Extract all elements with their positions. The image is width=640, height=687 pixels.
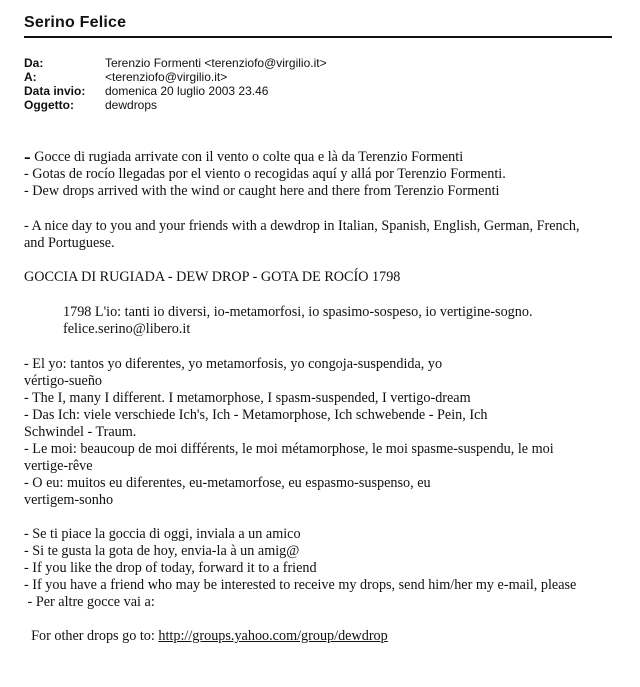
translation-line: - Das Ich: viele verschiede Ich's, Ich - Metamorphose, Ich schwebende - Pein, Ich bbox=[24, 407, 488, 423]
header-subject-row bbox=[24, 98, 157, 112]
intro-line-english: - Dew drops arrived with the wind or caught here and there from Terenzio Formenti bbox=[24, 183, 500, 199]
date-label: Data invio: bbox=[24, 84, 86, 98]
intro-dash: - bbox=[24, 146, 31, 168]
drop-title: GOCCIA DI RUGIADA - DEW DROP - GOTA DE ROCÍO 1798 bbox=[24, 269, 401, 285]
header-date-row bbox=[24, 84, 268, 98]
translation-line: vértigo-sueño bbox=[24, 373, 103, 389]
translation-line: vertige-rêve bbox=[24, 458, 93, 474]
from-value: Terenzio Formenti <terenziofo@virgilio.it> bbox=[105, 56, 327, 70]
other-drops-link[interactable]: http://groups.yahoo.com/group/dewdrop bbox=[158, 628, 388, 644]
greeting-line-2: and Portuguese. bbox=[24, 235, 115, 251]
intro-line-spanish: - Gotas de rocío llegadas por el viento o recogidas aquí y allá por Terenzio Formenti. bbox=[24, 166, 506, 182]
intro-text-italian: Gocce di rugiada arrivate con il vento o colte qua e là da Terenzio Formenti bbox=[30, 149, 464, 165]
greeting-line-1: - A nice day to you and your friends with a dewdrop in Italian, Spanish, English, German, French, bbox=[24, 218, 580, 234]
translation-line: - The I, many I different. I metamorphose, I spasm-suspended, I vertigo-dream bbox=[24, 390, 471, 406]
poem-line-1: 1798 L'io: tanti io diversi, io-metamorfosi, io spasimo-sospeso, io vertigine-sogno. bbox=[63, 304, 533, 320]
subject-label: Oggetto: bbox=[24, 98, 74, 112]
translation-line: - Le moi: beaucoup de moi différents, le moi métamorphose, le moi spasme-suspendu, le moi bbox=[24, 441, 554, 457]
title-divider bbox=[24, 36, 612, 38]
header-to-row bbox=[24, 70, 227, 84]
translation-line: Schwindel - Traum. bbox=[24, 424, 137, 440]
closing-line: - Si te gusta la gota de hoy, envia-la à un amig@ bbox=[24, 543, 300, 559]
to-value: <terenziofo@virgilio.it> bbox=[105, 70, 228, 84]
poem-author-email: felice.serino@libero.it bbox=[63, 321, 191, 337]
intro-line-italian bbox=[24, 146, 464, 168]
to-label: A: bbox=[24, 70, 37, 84]
from-label: Da: bbox=[24, 56, 44, 70]
other-drops-line bbox=[24, 611, 388, 645]
header-from-row bbox=[24, 56, 327, 70]
page-title: Serino Felice bbox=[24, 14, 127, 31]
other-drops-label: For other drops go to: bbox=[31, 628, 159, 644]
closing-line: - Se ti piace la goccia di oggi, inviala a un amico bbox=[24, 526, 301, 542]
subject-value: dewdrops bbox=[105, 98, 158, 112]
translation-line: - El yo: tantos yo diferentes, yo metamorfosis, yo congoja-suspendida, yo bbox=[24, 356, 443, 372]
translation-line: vertigem-sonho bbox=[24, 492, 114, 508]
closing-line: - Per altre gocce vai a: bbox=[24, 594, 155, 610]
translation-line: - O eu: muitos eu diferentes, eu-metamorfose, eu espasmo-suspenso, eu bbox=[24, 475, 431, 491]
date-value: domenica 20 luglio 2003 23.46 bbox=[105, 84, 269, 98]
closing-line: - If you like the drop of today, forward it to a friend bbox=[24, 560, 317, 576]
closing-line: - If you have a friend who may be interested to receive my drops, send him/her my e-mail, please bbox=[24, 577, 577, 593]
